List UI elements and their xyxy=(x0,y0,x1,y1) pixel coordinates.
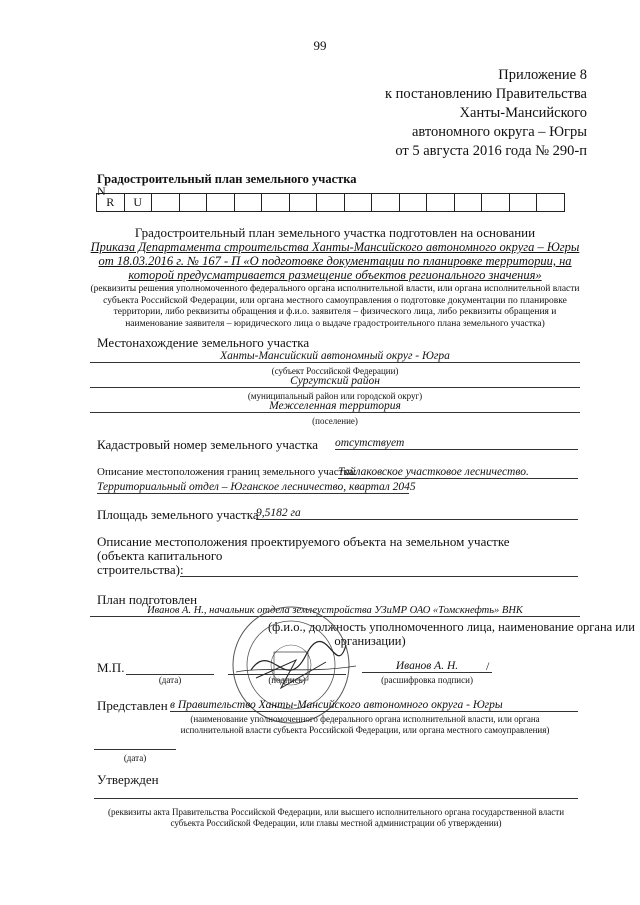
page-number: 99 xyxy=(313,38,327,53)
appendix-line: Ханты-Мансийского xyxy=(459,105,587,121)
basis-heading: Градостроительный план земельного участка подготовлен на основании xyxy=(134,225,536,240)
district-field: Сургутский район xyxy=(90,375,580,388)
area-value: 9,5182 га xyxy=(256,507,578,520)
plan-number-grid xyxy=(96,193,565,212)
settlement-field: Межселенная территория xyxy=(90,400,580,413)
number-cell xyxy=(317,194,345,212)
signature-decode-value: Иванов А. Н. xyxy=(362,660,492,673)
object-value-line xyxy=(180,562,578,577)
number-cell xyxy=(234,194,262,212)
boundaries-value-1: Тайлаковское участковое лесничество. xyxy=(338,466,578,479)
presented-label: Представлен xyxy=(97,698,168,713)
number-cell xyxy=(427,194,455,212)
number-cell xyxy=(344,194,372,212)
approved-label: Утвержден xyxy=(97,772,159,787)
approved-hint-2: субъекта Российской Федерации, или главы местной администрации об утверждении) xyxy=(170,818,502,828)
number-cell xyxy=(207,194,235,212)
object-label-line1: Описание местоположения проектируемого объекта на земельном участке xyxy=(97,534,510,549)
boundaries-value-2: Территориальный отдел – Юганское лесничество, квартал 2045 xyxy=(97,481,416,493)
cadastral-value: отсутствует xyxy=(335,437,578,450)
prepared-value: Иванов А. Н., начальник отдела землеустройства УЗиМР ОАО «Томскнефть» ВНК xyxy=(90,605,580,617)
presented-date-hint: (дата) xyxy=(123,753,147,763)
basis-note: (реквизиты решения уполномоченного федерального органа исполнительной власти, или органа исполнительной власти субъекта Российской Федерации, или органа местного самоуправления о подготовке документации по планировке территории, либо реквизиты обращения и ф.и.о. заявителя – физического лица, либо реквизиты обращения и наименование заявителя – юридического лица о выдаче градостроительного плана земельного участка) xyxy=(90,284,580,329)
presented-value: в Правительство Ханты-Мансийского автономного округа - Югры xyxy=(170,699,578,712)
approved-hint-1: (реквизиты акта Правительства Российской Федерации, или высшего исполнительного органа государственной власти xyxy=(107,807,565,817)
area-label: Площадь земельного участка xyxy=(97,507,259,522)
prepared-hint-2: организации) xyxy=(334,634,406,648)
signature-slash: / xyxy=(486,659,490,673)
settlement-hint: (поселение) xyxy=(312,416,358,426)
number-cell: U xyxy=(124,194,152,212)
date-hint: (дата) xyxy=(158,675,182,685)
number-cell xyxy=(537,194,565,212)
boundaries-label: Описание местоположения границ земельного участка: xyxy=(97,466,357,478)
mp-label: М.П. xyxy=(97,660,125,675)
prepared-hint-1: (ф.и.о., должность уполномоченного лица, наименование органа или xyxy=(268,620,635,634)
number-cell xyxy=(262,194,290,212)
cadastral-label: Кадастровый номер земельного участка xyxy=(97,437,318,452)
appendix-line: автономного округа – Югры xyxy=(411,124,587,140)
number-cell xyxy=(399,194,427,212)
number-cell xyxy=(152,194,180,212)
presented-hint-2: исполнительной власти субъекта Российской Федерации, или органа местного самоуправления) xyxy=(180,725,550,735)
appendix-block xyxy=(267,66,587,161)
appendix-line: от 5 августа 2016 года № 290-п xyxy=(395,143,587,159)
number-cell xyxy=(482,194,510,212)
number-cell xyxy=(372,194,400,212)
appendix-line: к постановлению Правительства xyxy=(385,86,587,102)
presented-date-line xyxy=(94,741,176,750)
appendix-line: Приложение 8 xyxy=(498,67,587,83)
object-label-line3: строительства): xyxy=(97,562,184,577)
presented-hint-1: (наименование уполномоченного федерального органа исполнительной власти, или органа xyxy=(190,714,540,724)
subject-hint: (субъект Российской Федерации) xyxy=(271,366,399,376)
location-label: Местонахождение земельного участка xyxy=(97,335,310,350)
number-cell xyxy=(454,194,482,212)
basis-text: Приказа Департамента строительства Ханты-Мансийского автономного округа – Югры от 18.03.2016 г. № 167 - П «О подготовке документации по планировке территории, на которой предусматривается размещение объектов регионального значения» xyxy=(90,240,580,282)
document-title: Градостроительный план земельного участка xyxy=(97,172,357,186)
number-cell xyxy=(509,194,537,212)
number-cell xyxy=(289,194,317,212)
district-hint: (муниципальный район или городской округ) xyxy=(247,391,423,401)
object-label-line2: (объекта капитального xyxy=(97,548,223,563)
number-cell: R xyxy=(97,194,125,212)
number-cell xyxy=(179,194,207,212)
signature-hint: (подпись) xyxy=(268,675,306,685)
prepared-label: План подготовлен xyxy=(97,592,198,607)
approved-value-line xyxy=(94,790,578,799)
subject-field: Ханты-Мансийский автономный округ - Югра xyxy=(90,350,580,363)
signature-decode-hint: (расшифровка подписи) xyxy=(381,675,473,685)
number-label: N xyxy=(97,184,106,198)
